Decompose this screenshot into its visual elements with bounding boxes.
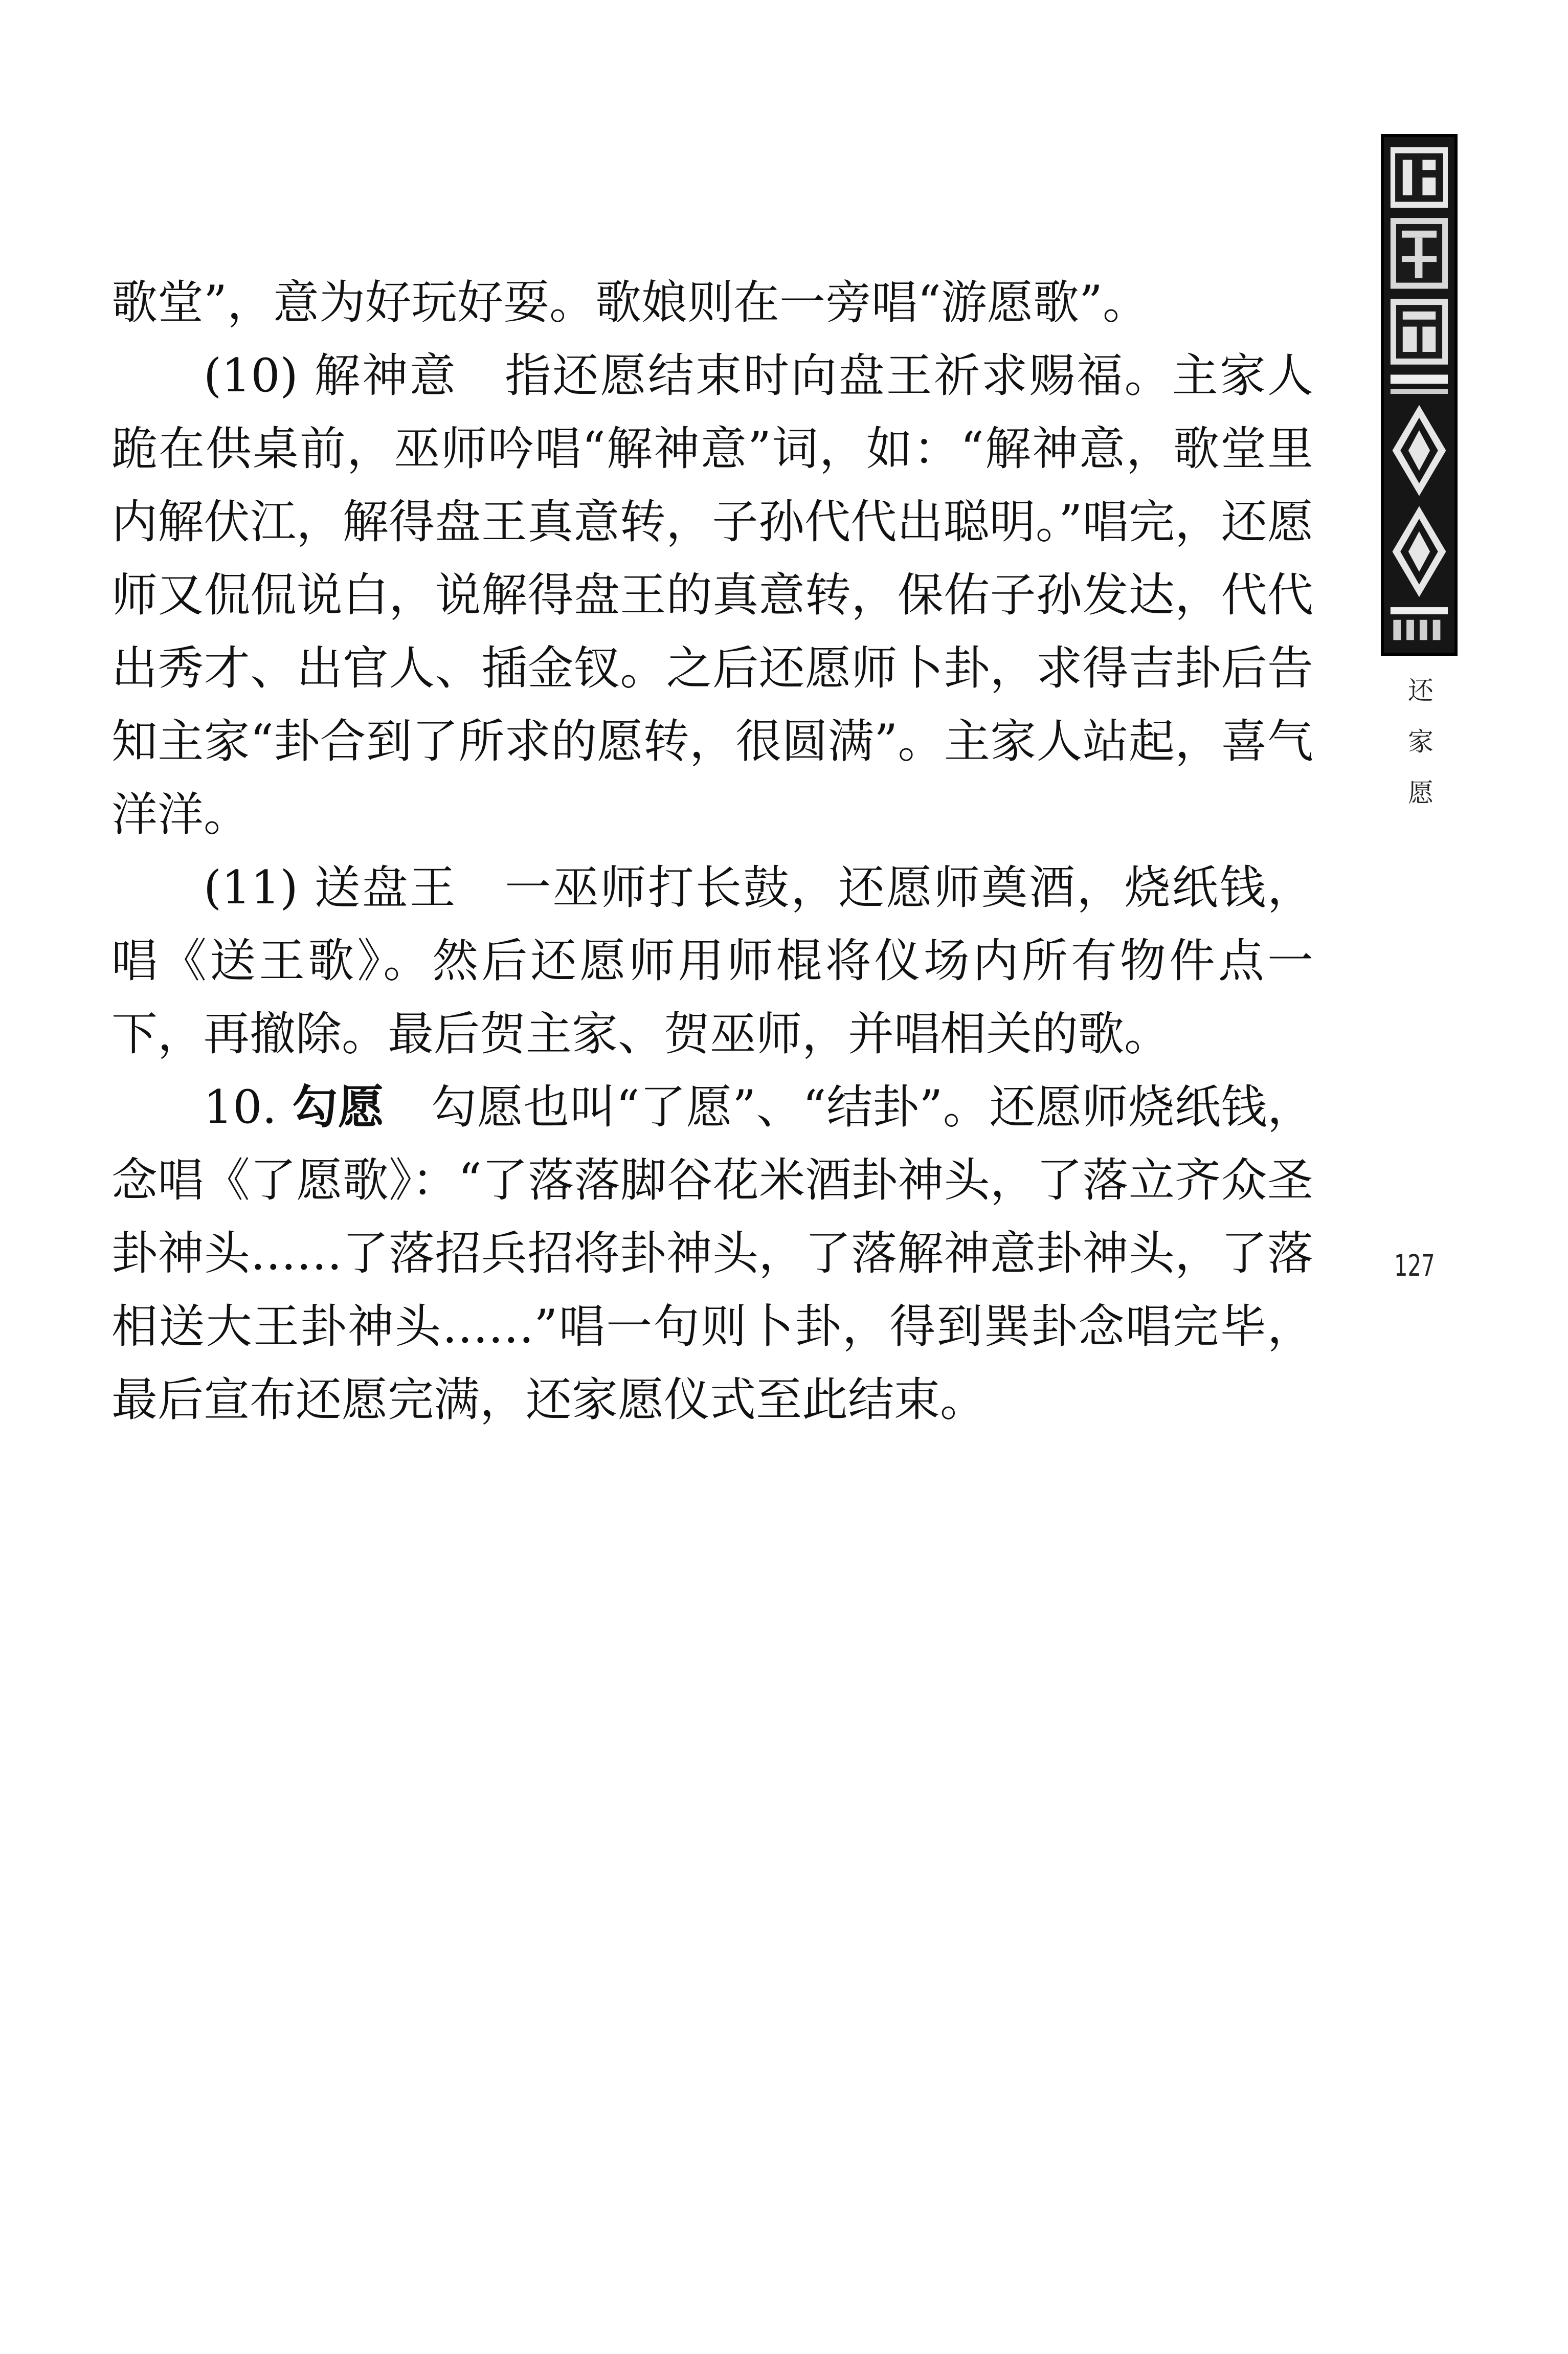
- running-header-char-2: 家: [1408, 727, 1433, 757]
- decorative-banner: [1381, 134, 1458, 656]
- paragraph-continued: 歌堂”，意为好玩好耍。歌娘则在一旁唱“游愿歌”。: [111, 276, 1149, 329]
- item-heading: 解神意: [314, 349, 458, 403]
- item-text: 一巫师打长鼓，还愿师奠酒，烧纸钱，唱《送王歌》。然后还愿师用师棍将仪场内所有物件点一下，再撤除。最后贺主家、贺巫师，并唱相关的歌。: [111, 861, 1314, 1061]
- item-text: 指还愿结束时向盘王祈求赐福。主家人跪在供桌前，巫师吟唱“解神意”词，如：“解神意，歌堂里内解伏江，解得盘王真意转，子孙代代出聪明。”唱完，还愿师又侃侃说白，说解得盘王的真意转，保佑子孙发达，代代出秀才、出官人、插金钗。之后还愿师卜卦，求得吉卦后告知主家“卦合到了所求的愿转，很圆满”。主家人站起，喜气洋洋。: [111, 349, 1314, 841]
- section-text: 勾愿也叫“了愿”、“结卦”。还愿师烧纸钱，念唱《了愿歌》：“了落落脚谷花米酒卦神头，了落立齐众圣卦神头……了落招兵招将卦神头，了落解神意卦神头，了落相送大王卦神头……”唱一句则卜卦，得到巽卦念唱完毕，最后宣布还愿完满，还家愿仪式至此结束。: [111, 1080, 1314, 1427]
- paragraph-item-11: [111, 851, 1313, 1071]
- page-number: 127: [1394, 1248, 1435, 1283]
- paragraph-section-10: [111, 1071, 1313, 1436]
- section-number: 10.: [204, 1080, 277, 1134]
- section-heading: 勾愿: [292, 1080, 385, 1134]
- banner-pattern: [1384, 137, 1454, 653]
- item-heading: 送盘王: [314, 861, 458, 915]
- running-header-char-1: 还: [1408, 676, 1433, 705]
- item-number: (10): [204, 349, 298, 403]
- paragraph-item-10: [111, 339, 1313, 851]
- page-body: [111, 266, 1313, 1436]
- item-number: (11): [204, 861, 298, 915]
- running-header-char-3: 愿: [1408, 778, 1433, 808]
- running-header-title: [1400, 665, 1441, 818]
